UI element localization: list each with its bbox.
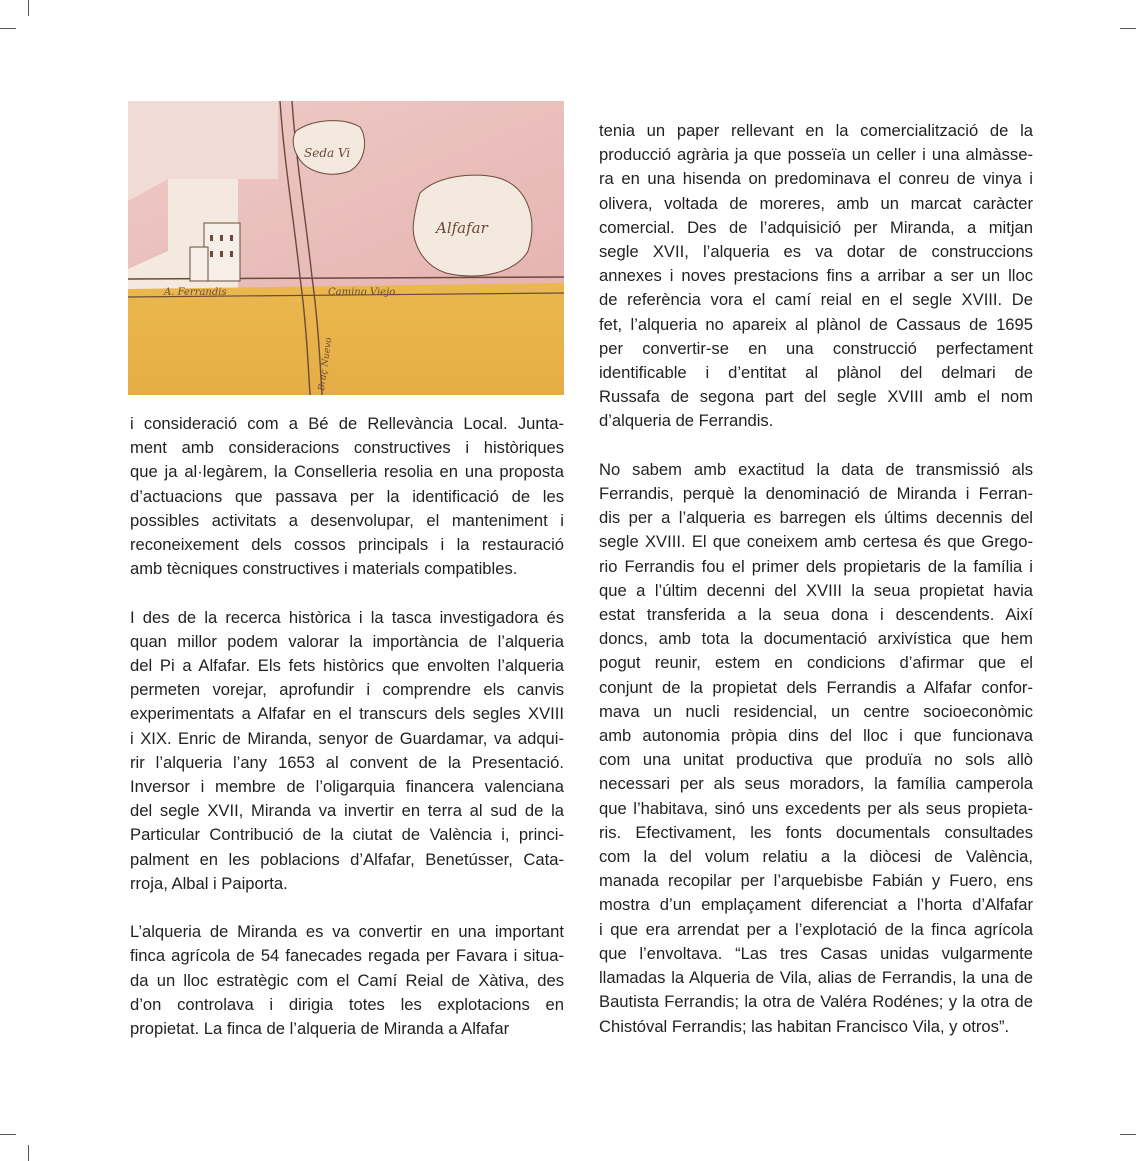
- text-line: doncs, amb tota la documentació arxivística que hem: [599, 629, 1033, 649]
- text-line: que l’habitava, sinó uns excedents per als seus propieta-: [599, 798, 1033, 818]
- left-text-column: [130, 412, 564, 1065]
- text-line: d’on controlava i dirigia totes les explotacions en: [130, 994, 564, 1014]
- map-building-annex: [190, 247, 208, 281]
- right-text-column: [599, 119, 1033, 1063]
- map-label-braç: Braç Nuevo: [317, 336, 335, 392]
- text-line: comercial. Des de l’adquisició per Miranda, a mitjan: [599, 217, 1033, 237]
- text-line: dis per a l’alqueria es barregen els últims decennis del: [599, 508, 1033, 528]
- text-line: Bautista Ferrandis; la otra de Valéra Rodénes; y la otra de: [599, 992, 1033, 1012]
- text-line: ment amb consideracions constructives i històriques: [130, 438, 564, 458]
- paragraph: [599, 119, 1033, 434]
- text-line: amb tècniques constructives i materials compatibles.: [130, 559, 518, 579]
- text-line: mostra d’un emplaçament diferenciat a l’horta d’Alfafar: [599, 895, 1033, 915]
- map-label-ferrandis: A. Ferrandis: [164, 287, 227, 298]
- text-line: Russafa de segona part del segle XVIII amb el nom: [599, 387, 1033, 407]
- text-line: permeten vorejar, aprofundir i comprendre els canvis: [130, 680, 564, 700]
- map-ochre-area: [128, 283, 564, 395]
- text-line: segle XVIII. El que coneixem amb certesa és que Grego-: [599, 532, 1033, 552]
- text-line: necessari per als seus moradors, la família camperola: [599, 774, 1033, 794]
- crop-mark-bottom-left-h: [0, 1134, 16, 1135]
- crop-mark-top-left-v: [28, 0, 29, 16]
- text-line: ris. Efectivament, les fonts documentals consultades: [599, 822, 1033, 842]
- text-line: mava un nucli residencial, un centre socioeconòmic: [599, 701, 1033, 721]
- text-line: i XIX. Enric de Miranda, senyor de Guardamar, va adqui-: [130, 728, 564, 748]
- text-line: per convertir-se en una construcció perfectament: [599, 338, 1033, 358]
- crop-mark-bottom-right-h: [1120, 1134, 1136, 1135]
- text-line: L’alqueria de Miranda es va convertir en una important: [130, 922, 564, 942]
- text-line: olivera, voltada de moreres, amb un marcat caràcter: [599, 193, 1033, 213]
- paragraph: [130, 606, 564, 896]
- paragraph: [130, 412, 564, 581]
- paragraph: [130, 920, 564, 1041]
- text-line: Chistóval Ferrandis; las habitan Francisco Vila, y otros”.: [599, 1016, 1010, 1036]
- text-line: I des de la recerca històrica i la tasca investigadora és: [130, 607, 564, 627]
- text-line: estat transferida a la seua dona i descendents. Així: [599, 605, 1033, 625]
- text-line: i que era arrendat per a l’explotació de la finca agrícola: [599, 919, 1033, 939]
- text-line: com una unitat productiva que produïa no sols allò: [599, 750, 1033, 770]
- text-line: quan millor podem valorar la importància de l’alqueria: [130, 631, 564, 651]
- text-line: finca agrícola de 54 fanecades regada per Favara i situa-: [130, 946, 564, 966]
- text-line: conjunt de la propietat dels Ferrandis a Alfafar confor-: [599, 677, 1033, 697]
- text-line: reconeixement dels cossos principals i la restauració: [130, 535, 564, 555]
- text-line: identificable i d’entitat al plànol del delmari de: [599, 363, 1033, 383]
- text-line: da un lloc estratègic com el Camí Reial de Xàtiva, des: [130, 970, 564, 990]
- text-line: d’actuacions que passava per la identificació de les: [130, 486, 564, 506]
- text-line: rio Ferrandis fou el primer dels propietaris de la família i: [599, 556, 1033, 576]
- text-line: palment en les poblacions d’Alfafar, Benetússer, Cata-: [130, 849, 564, 869]
- text-line: rir l’alqueria l’any 1653 al convent de la Presentació.: [130, 752, 564, 772]
- text-line: ra en una hisenda on predominava el conreu de vinya i: [599, 169, 1033, 189]
- crop-mark-bottom-left-v: [28, 1145, 29, 1161]
- text-line: pogut reunir, estem en condicions d’afirmar que el: [599, 653, 1033, 673]
- text-line: com la del volum relatiu a la diòcesi de València,: [599, 847, 1033, 867]
- crop-mark-top-right-h: [1120, 28, 1136, 29]
- text-line: que a l’últim decenni del XVIII la seua propietat havia: [599, 580, 1033, 600]
- map-label-alfafar: Alfafar: [436, 219, 488, 237]
- text-line: segle XVII, l’alqueria es va dotar de construccions: [599, 242, 1033, 262]
- map-label-camino: Camino Viejo: [328, 287, 396, 298]
- text-line: de referència vora el camí reial en el segle XVIII. De: [599, 290, 1033, 310]
- text-line: Particular Contribució de la ciutat de València i, princi-: [130, 825, 564, 845]
- text-line: rroja, Albal i Paiporta.: [130, 873, 288, 893]
- text-line: d’alqueria de Ferrandis.: [599, 411, 774, 431]
- paragraph: [599, 458, 1033, 1039]
- text-line: llamadas la Alqueria de Vila, alias de Ferrandis, la una de: [599, 968, 1033, 988]
- text-line: propietat. La finca de l’alqueria de Miranda a Alfafar: [130, 1019, 510, 1039]
- text-line: del Pi a Alfafar. Els fets històrics que envolten l’alqueria: [130, 656, 564, 676]
- text-line: experimentats a Alfafar en el transcurs dels segles XVIII: [130, 704, 564, 724]
- text-line: Ferrandis, perquè la denominació de Miranda i Ferran-: [599, 484, 1033, 504]
- text-line: Inversor i membre de l’oligarquia financera valenciana: [130, 777, 564, 797]
- text-line: producció agrària ja que posseïa un celler i una almàsse-: [599, 145, 1033, 165]
- crop-mark-top-left-h: [0, 28, 16, 29]
- text-line: No sabem amb exactitud la data de transmissió als: [599, 459, 1033, 479]
- text-line: amb autonomia pròpia dins del lloc i que funcionava: [599, 726, 1033, 746]
- text-line: tenia un paper rellevant en la comercialització de la: [599, 121, 1033, 140]
- text-line: annexes i noves prestacions fins a arribar a ser un lloc: [599, 266, 1033, 286]
- map-svg: [128, 101, 564, 395]
- text-line: i consideració com a Bé de Rellevància Local. Junta-: [130, 414, 564, 433]
- text-line: que ja al·legàrem, la Conselleria resolia en una proposta: [130, 462, 564, 482]
- text-line: que l’envoltava. “Las tres Casas unidas vulgarmente: [599, 943, 1033, 963]
- historic-map-image: [128, 101, 564, 395]
- text-line: fet, l’alqueria no apareix al plànol de Cassaus de 1695: [599, 314, 1033, 334]
- map-label-seda: Seda Vi: [304, 146, 351, 160]
- text-line: del segle XVII, Miranda va invertir en terra al sud de la: [130, 801, 564, 821]
- text-line: possibles activitats a desenvolupar, el manteniment i: [130, 510, 564, 530]
- text-line: manada recopilar per l’arquebisbe Fabián y Fuero, ens: [599, 871, 1033, 891]
